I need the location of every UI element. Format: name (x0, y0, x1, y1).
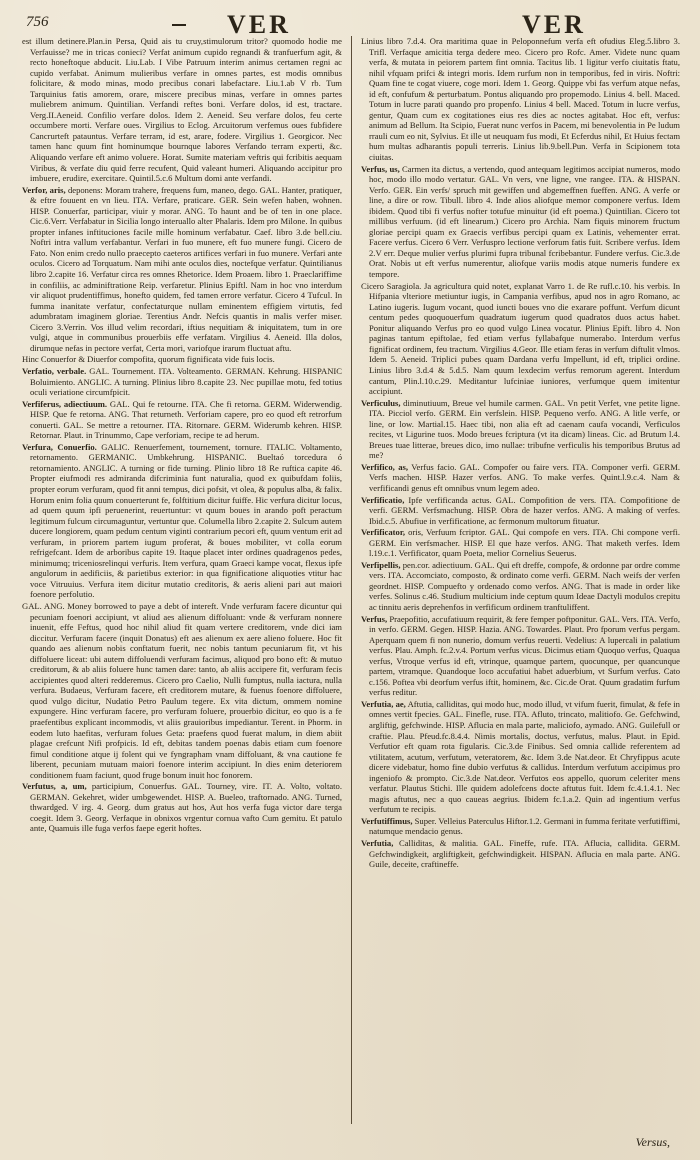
dictionary-entry (361, 838, 680, 870)
entry-lemma: Verfifico, as, (361, 461, 409, 472)
right-column (351, 36, 680, 1124)
dictionary-entry (361, 699, 680, 815)
entry-text: participium, Conuerfus. GAL. Tourney, vire. IT. A. Volto, voltato. GERMAN. Gekehret, wider umbgewendet. HISP. A. Bueleo, traftornado. ANG. Turned, thwardged. V irg. 4. Georg. dum gratus aut hos, Aut hos verfa fuga victor dare terga coegit. Idem 3. Georg. Verfaque in obnixos vrgentur cornua vafto Cum gemitu. Et patulo ante, Quamuis ille fuga verfos faepe egerit hoftes. (30, 781, 342, 834)
dictionary-entry (22, 185, 342, 354)
entry-lemma: Verficulus, (361, 397, 401, 408)
entry-lemma: Verfiferus, adiectiuum. (22, 398, 108, 409)
entry-text: est illum detinere.Plan.in Persa, Quid ais tu cruy,stimulorum tritor? quomodo hodie me Verfauisse? me in tricas conieci? Verfat animum cupido regnandi & tranfuerfum agit, & recto honeftoque abducit. Liu.Lab. I Vibe Patruum interim animus certamen regni ac cupido verfabat. Animum mulieribus verfare in omnes partes, est modis omnibus folicitare, & modo minas, modo precibus conari labefactare. Liu.1.ab V rb. Tum Tarquinius fatis amorem, orare, miscere precibus minas, verfare in omnes partes muliebrem animum. Quintilian. Verfandi reftes boni. Verfare dolos, id est, tractare. Verg.II.Aeneid. Confilio verfare dolos. Idem 2. Aeneid. Seu verfare dolos, feu certe occumbere morti. Verfare oues. Virgilius to Eclog. Arcuitorum verfemus oues fubfidere Cancrurteft patauntus. Verfare terram, id est, arare, fodere. Virgilius 1. Georgicor. Nec tamen hanc quum fint hominumque bournque labores Verfando terram experti, &c. Aliquando verfare eft animo voluere. Horat. Sumite materiam veftris qui fcribitis aequam Viribus, & verfate diu quid ferre recufent, Quid valeant humeri. Aliquando accipitur pro imbuere, erudire, exercitare. Quintil.5.c.6 Multum domi ante verfandi. (22, 36, 342, 184)
entry-text: Carmen ita dictus, a vertendo, quod antequam legitimos accipiat numeros, modo hoc, modo illo modo vertatur. GAL. Vn vers, vne ligne, vne rangee. ITA. & HISPAN. Verfo. GER. Ein verfs/ spruch mit gewiffen und abgemeffnen fueffen. ANG. A verfe or line, a dire or row. Tibull. libro 4. Inde alios aliofque memor componere verfus. Idem ibidem. Quod tibi fi verfus nofter totufue minuitur (id eft poema.) Quintilian. Cicero tot millibus verfuum. (id eft linearum.) Cicero pro Archia. Nam fiquis minorem fructum gloriae percipi quam ex Graecis verfibus percipi quam ex Latinis, vehementer errat. Facere verfus. Cicero 6 Verr. Verfuspro lectione verforum fatis fuit. Scribere verfus. Idem 2.V err. Deque mulier verfus plurimi fupra tribunal fcribebantur. Fundere verfus. Cic.3.de Orat. Nobis ut eft verfus numerentur, aliofque variis modis atque numeris fundere ex tempore. (369, 163, 680, 280)
dictionary-entry (361, 560, 680, 613)
entry-text: deponens: Moram trahere, frequens fum, maneo, dego. GAL. Hanter, pratiquer, & eftre fouuent en vn lieu. ITA. Verfare, praticare. GER. Sein wefen haben, wohnen. HISP. Conuerfar, participar, viuir y morar. ANG. To haunt and be of ten in one place. Cic.6.Verr. Verfabatur in Sicilia longo interuallo alter Phalaris. Idem pro Milone. In quibus propter infanes inftituciones facile mille hominum verfabatur. Caef. libro 3.de bell.ciu. Noftri intra vallum verfabantur. Verfari in fuo munere, eft fuo munere fungi. Cicero de Fato. Non enim credo nullo praecepto caeteros artifices verfari in fuo munere. Verfari ante oculos. Cicero ad Torquatum. Nam mihi ante oculos dies, noctefque verfatur. Quintilianus libro 2.capite 16. Verfatur circa res omnes Rhetorice. Idem Proaem. libro 1. Praeclariffime in confiliis, ac adminiftratione Reip. verfaretur. Plinius Epiftl. Nam in hoc vno interdum vir aliquot prudentiffimus, honefto quidem, fed tamen errore verfatur. Cicero 4 Tufcul. In fumma inanitate verfatur, confectaturque nullam eminentem effigiem virtutis, fed adumbratam imaginem gloriae. Terentius Andr. Nefcis quantis in malis verfer miser. Cicero 3.Verrin. Vos illud velim recordari, iftius nequitiam & iniquitatem, tum in ore vulgi, atque in communibus prouerbiis effe verfatam. Virgilius 4. Aeneid. Illa dolos, dirumque nefas in pectore verfat, Certa mori, variofque irarum fluctuat aftu. (30, 184, 342, 353)
dictionary-entry (361, 281, 680, 397)
dictionary-entry (22, 399, 342, 441)
entry-lemma: Verfura, Conuerfio. (22, 441, 97, 452)
entry-lemma: Verfipellis, (361, 559, 401, 570)
entry-lemma: Verfificatio, (361, 494, 405, 505)
dictionary-entry (22, 781, 342, 834)
header-left-word: VER (227, 10, 291, 39)
entry-text: Calliditas, & malitia. GAL. Fineffe, rufe. ITA. Aflucia, callidita. GERM. Gefchwindigkeit, argliftigkeit, gefchwindigkeit. HISPAN. Aflucia en mala parte. ANG. Guile, deceite, craftineffe. (369, 838, 680, 870)
entry-text: pen.cor. adiectiuum. GAL. Qui eft dreffe, compofe, & ordonne par ordre comme vers. ITA. Accomciato, composto, & ordinato come verfi. GERM. Nach weifs der verfen geordnet. HISP. Compuefto y ordenado como verfos. ANG. That is made in order like verfes. Solinus c.46. Studium multicium inde ceptum quum Ideae Dactyli modulos crepitu ac tinnitu aeris deprehenfos in verfificum ordinem tranftuliffent. (369, 559, 680, 612)
dictionary-entry (361, 614, 680, 698)
entry-lemma: Verfutiffimus, (361, 815, 413, 826)
dictionary-entry (361, 462, 680, 494)
dictionary-entry (22, 601, 342, 780)
header-right-word: VER (522, 10, 586, 39)
entry-text: GAL. ANG. Money borrowed to paye a debt of intereft. Vnde verfuram facere dicuntur qui pecuniam foenori accipiunt, vt aliud aes alienum diffoluant: vnde & verfuram nonnere inuenit, effe Feftus, quod hoc nihil aliud fit quam vertere creditorem, vnde dici iam diccitur. Verfuram facere (inquit Donatus) eft aes alienum ex aere alieno foluere. Hoc fit quando aes alienum nobis conftatum fuerit, nec nobis tantum pecuniarum fit, vt his diffoluere liceat: ubi autem diffoluendi verfuram facimus, aliquod pro bono eft: & mutuo creditorum, & ab aliis foluere hunc tamen dare: tanto, ab aliis accipere fit, verfuram fecis accipientes quod alteri redderemus. Cicero pro Caelio, Nulli fumptus, nulla iactura, nulla verfura. Budaeus, Verfuram facere, eft creditorem mutare, & fuenus foenore diffoluere, quod vulgo dicitur, Nudatio Petro Paulum tegere. Ex vita dictum, ommem nomine expungere. Hinc verfuram facere, pro verfuram foluere, prouerbio dicitur, eo quo is a fe praefentibus explicant incommodis, vt aliis grauioribus impediantur. Terent. in Phorm. in eodem luto haefitas, verfuram folues Geta: praefens quod fuerat malum, in diem abiit plagae crefcunt Nifi profpicis. Id eft, debitas tandem poenas dabis etiam cum foenore fimul conditione atque ij folent qui ve fyngrapham vnam diffoluant, & vna cautione fe liberent, pecuniam mutuam maiori foenore interim accipiunt. In dies enim deteriorem conditionem fuam faciunt, quod fruge bonum inuit hoc fonorem. (22, 600, 342, 780)
entry-text: Hinc Conuerfor & Diuerfor compofita, quorum fignificata vide fuis locis. (22, 354, 275, 365)
entry-text: Super. Velleius Paterculus Hiftor.1.2. Germani in fumma feritate verfutiffimi, natumque mendacio genus. (369, 815, 680, 837)
entry-text: Verfus facio. GAL. Compofer ou faire vers. ITA. Componer verfi. GERM. Verfs machen. HISP. Hazer verfos. ANG. To make verfes. Quint.l.9.c.4. Nam & verfificandi genus eft omnibus vnum legem adeo. (369, 461, 680, 493)
entry-lemma: Verfus, (361, 613, 388, 624)
entry-text: GAL. Tournement. ITA. Volteamento. GERMAN. Kehrung. HISPANIC Boluimiento. ANGLIC. A turning. Plinius libro 8.capite 23. Nec pupillae motu, fed totius oculi veriatione circumfpicit. (30, 365, 343, 398)
entry-text: GALIC. Renuerfement, tournement, tornure. ITALIC. Voltamento, retornamento. GERMANIC. Umbkehrung. HISPANIC. Bueltaó torcedura ó retornamiento. ANGLIC. A turning or fide turning. Plinio libro 18 Re ruftica capite 46. Propter eiufmodi res admiranda difcriminia funt naturalia, quod ex quibufdam foliis, propter eorum verfuram, quod fit anni tempus, dici pofsit, vt olea, & populus alba, & falix. Horum enim folia quum conuerterunt fe, folftitium dicitur fuiffe. Hic verfura dicitur locus, ad quem quum ipfi peruenerint, reuertuntur: vt quum boues in arando poft peractum legitimum fulcum circumaguntur, vertuntur que. Columella libro 2.capite 2. Sulcum autem ducere longiorem, quam pedum centum viginti contrarium pecori eft, quum ventum erit ad verfuram, in priorem partem iugum proferat, & boues mobiliter, vt colla eorum refrigefcant. Idem de arboribus capite 19. Itaque placet inter ordines quadragenos pedes, minimumq; triceniosrelinqui verfuris. Item verfura, quam Graeci kampe vocat, flexus ipfe angulorum in aedificiis, & parietibus exterior: in qua fignificatione aliquoties vtitur hac voce Vitruuius. Verfura item dicitur mutatio creditoris, & aeris alieni pari aut maiori foenore perfolutio. (30, 441, 342, 600)
page-number: 756 (26, 14, 49, 30)
entry-text: Aftutia, calliditas, qui modo huc, modo illud, vt vifum fuerit, fimulat, & fefe in omnes vertit fpecies. GAL. Finefle, ruse. ITA. Afluto, trincato, malitiofo. Ge. Gefchwind, argliftig, gefchwinde. HISP. Aflucia en mala parte, maliciofo, aymado. ANG. Guilefull or craftie. Plau. Pfeud.fc.8.4.4. Nimis mortalis, doctus, verfutus, malus. Plaut. in Epid. Verfutior eft quam rota figularis. Cic.3.de Finibus. Sed omnia callide referentem ad vtilitatem, acutum, verfutum, veteratorem, &c. Idem 3.de Nat.deor. Et Chryfippus acute dicere videbatur, homo fine dubio verfutus & callidus. Interdum verfutum accipimus pro ingeniofo & prompto. Cic.3.de Nat.deor. Verfutos eos appello, quorum celeriter mens verfatur. Plautus Stichi. Ille quidem adolefcens docte aftutus fuit. Idem fc.4.1.4.1. Nec magis aftutus, nec a quo caueas aegrius. Ibidem fc.1.a.2. Quin ad ingentium verfus verfutum te recipis. (369, 698, 680, 815)
entry-text: GAL. Qui fe retourne. ITA. Che fi retorna. GERM. Widerwendig. HISP. Que fe retorna. ANG. That returneth. Verforiam capere, pro eo quod eft retrorfum conuerti. GAL. Se mettre a retourner. ITA. Ritornare. GERM. Widerumb kehren. HISP. Retornar. Plaut. in Trinummo, Cape verforiam, recipe te ad herum. (30, 398, 342, 441)
entry-lemma: Verfutus, a, um, (22, 781, 87, 792)
text-columns (22, 36, 680, 1124)
entry-lemma: Verfutia, (361, 838, 394, 849)
dictionary-entry (361, 398, 680, 461)
entry-lemma: Verfutia, ae, (361, 698, 406, 709)
dictionary-entry (22, 442, 342, 600)
entry-text: Linius libro 7.d.4. Ora maritima quae in Peloponnefum verfa eft ofudius Eleg.5.libro 3. Trifl. Verfaque amicitia terga dedere meo. Cicero pro Rofc. Amer. Videte nunc quam verfa, & mutata in peiorem partem fint omnia. Tacitus lib. 1 ligitur verfo ciuitatis ftatu, nihil vfquam prifci & integri moris. Idem rurfum non in temporibus, fed in viris. Noftri: Quam fine te cogat viuere, coge mori. Idem 1. Georg. Quippe vbi fas verfum atque nefas, id eft, confufum & perturbatum. Pontus aliquando pro propemodo. Linius 4. bell. Maced. Totum in lucre parati quando pro propenfo. Linius 4 bell. Maced. Totum in lucre verfus, gentur, Quam cum ex cogitationes eius res dies ac noctes agitabat. Hoc eft, verfus: animum ad Bellum. Ita Scipio, Fuerat nunc verfos in Pacem, mi benevolentia in Pe ludum rrauli cum eo nit, Sylvius. Et ille ut neuquam fus modi, Et Ecferdus nihil, Et Huius fectam hum multas adharantis populi terreris. Linius lib.9.bell.Pun. Verfa in Scipionem tota ciuitas. (361, 36, 680, 163)
entry-lemma: Verfatio, verbale. (22, 365, 87, 376)
entry-lemma: Verfus, us, (361, 163, 400, 174)
entry-text: Cicero Saragiola. Ja agricultura quid notet, explanat Varro 1. de Re rufl.c.10. his verbis. In Hifpania vlteriore metiuntur iugis, in Campania verfibus, apud nos in agro Romano, ac Latino iugeris. Iugum vocant, quod iuncti boues vno die exarare poffunt. Verfum dicunt centum pedes quoquouerfum quadratum iugerum quod quadratos duos actus habet. Ponitur aliquando Verfus pro eo quod vulgo Linea vocatur. Plinius Epift. libro 4. Non paginas tantum epiftolae, fed etiam verfus fyllabafque numerabo. Interdum verfus fignificat ordinem, feu tractum. Virgilius 4.Geor. Ille etiam feras in verfum diftulit vlmos. Idem 5. Aeneid. Triplici pubes quam Dardana verfu Impellunt, id eft, triplici ordine. Linius libro 3.d.4 & 5.d.5. Nam quum lexdecim verfus remorum agerent. Interdum cantum, Plin.l.10.c.29. Meditantur lufciniae iuniores, verfumque quem imitentur accipiunt. (361, 280, 680, 397)
entry-lemma: Verfificator, (361, 527, 405, 538)
dictionary-entry (361, 495, 680, 527)
entry-text: Praepofitio, accufatiuum requirit, & fere femper poftponitur. GAL. Vers. ITA. Verfo, in verfo. GERM. Gegen. HISP. Hazia. ANG. Towardes. Plaut. Pro fporum verfus pergam. Aperquam quem fi non nunerio, domum verfus reuerti. Vedelius: A lupercali in palatium verfus. Plau. Amph. fc.2.v.4. Portum verfus vicus. Dicimus etiam Quoquo verfus, Quaqua verfus, Vtroque verfus id eft, vtrinque, quamque partem, quocunque, per quancunque partem, vtramque. Quandoque loco accufatiui habet aduerbium, vt Surfum verfus. Cato c.156. Poftea vbi deorfum verfus iftit, hominem, &c. Cic.de Orat. Quum gradatim furfum verfus reditur. (369, 613, 680, 698)
dictionary-entry (361, 164, 680, 280)
dictionary-entry (361, 36, 680, 163)
dictionary-entry (361, 527, 680, 559)
left-column (22, 36, 351, 1124)
entry-lemma: Verfor, aris, (22, 184, 66, 195)
dictionary-entry (22, 36, 342, 184)
dictionary-entry (361, 816, 680, 837)
entry-text: oris, Verfuum fcriptor. GAL. Qui compofe en vers. ITA. Chi compone verfi. GERM. Ein verfsmacher. HISP. El que haze verfos. ANG. That maketh verfes. Idem l.19.c.1. Verfificator, quam Poeta, melior Cornelius Seuerus. (369, 527, 680, 559)
header-ornament (172, 24, 186, 26)
dictionary-entry (22, 366, 342, 398)
entry-text: Ipfe verfificanda actus. GAL. Compofition de vers. ITA. Compofitione de verfi. GERM. Verfsmachung. HISP. Obra de hazer verfos. ANG. A making of verfes. Ibid.c.5. Abufiue in verfificatione, ac fermonum multorum fituatur. (369, 494, 680, 526)
entry-text: diminutiuum, Breue vel humile carmen. GAL. Vn petit Verfet, vne petite ligne. ITA. Picciol verfo. GERM. Ein verfslein. HISP. Pequeno verfo. ANG. A litle verfe, or line, or low. Martial.15. Haec tibi, non alia eft ad caenam caufa vocandi, Verficulos recites, vt Ligurine tuos. Modo breues fcriptura (vt ita dicam) lineas. Cic. ad Brutum l.4. Breues tuae litterae, breues dico, imo nullae: tribufne verficulis his temporibus Brutus ad me? (369, 397, 680, 461)
catchword: Versus, (635, 1135, 670, 1149)
dictionary-entry (22, 354, 342, 365)
